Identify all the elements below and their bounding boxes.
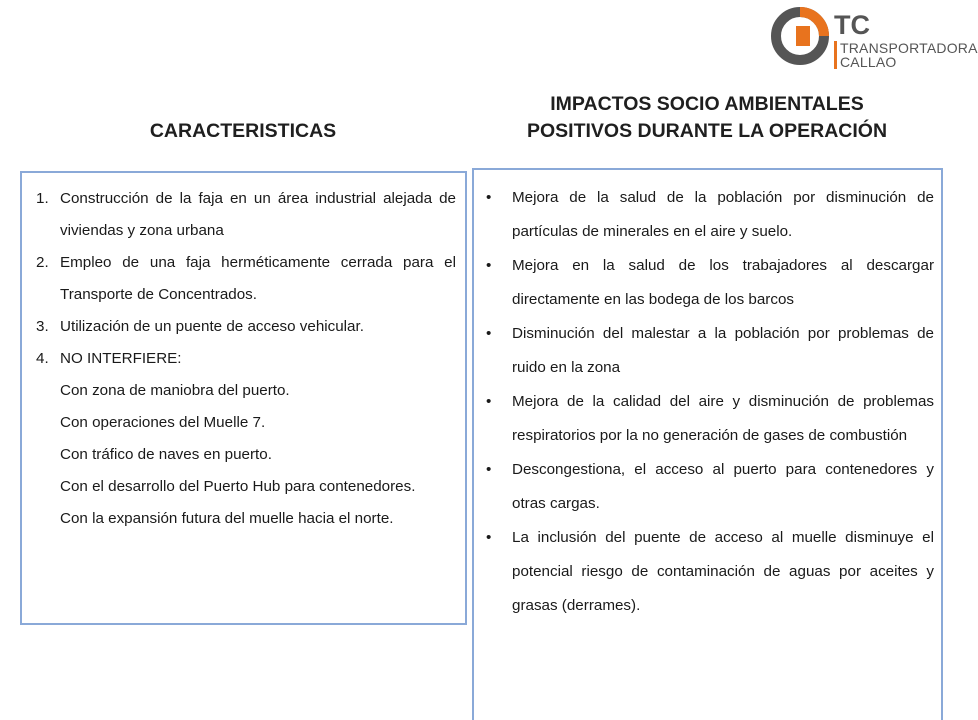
company-logo <box>768 4 978 70</box>
list-item <box>484 249 934 317</box>
sub-item: Con operaciones del Muelle 7. <box>60 414 266 431</box>
left-heading <box>20 118 466 145</box>
item-text: Utilización de un puente de acceso vehicular. <box>60 318 364 335</box>
right-heading-line2: POSITIVOS DURANTE LA OPERACIÓN <box>526 120 888 142</box>
bullet-icon: • <box>486 325 492 342</box>
list-item <box>484 453 934 521</box>
item-number: 4. <box>36 350 49 367</box>
item-text: Construcción de la faja en un área industrial alejada de viviendas y zona urbana <box>60 190 456 239</box>
right-heading <box>472 91 942 145</box>
sub-item: Con la expansión futura del muelle hacia el norte. <box>60 510 394 527</box>
logo-accent-bar <box>834 41 837 69</box>
bullet-icon: • <box>486 393 492 410</box>
list-item <box>484 181 934 249</box>
item-text: Mejora en la salud de los trabajadores al descargar directamente en las bodega de los barcos <box>512 257 934 308</box>
left-heading-text: CARACTERISTICAS <box>149 120 337 142</box>
item-number: 2. <box>36 254 49 271</box>
impacts-list <box>484 181 934 623</box>
sub-item: Con zona de maniobra del puerto. <box>60 382 290 399</box>
logo-line2: CALLAO <box>840 54 897 70</box>
list-item <box>36 311 456 343</box>
item-text: La inclusión del puente de acceso al muelle disminuye el potencial riesgo de contaminación de aguas por aceites y grasas (derrames). <box>512 529 934 614</box>
characteristics-panel <box>20 171 467 625</box>
item-number: 1. <box>36 190 49 207</box>
sub-item: Con el desarrollo del Puerto Hub para contenedores. <box>60 478 416 495</box>
item-number: 3. <box>36 318 49 335</box>
list-item <box>484 317 934 385</box>
item-text: Descongestiona, el acceso al puerto para contenedores y otras cargas. <box>512 461 934 512</box>
bullet-icon: • <box>486 257 492 274</box>
item-text: Mejora de la calidad del aire y disminución de problemas respiratorios por la no generación de gases de combustión <box>512 393 934 444</box>
list-item <box>36 183 456 247</box>
bullet-icon: • <box>486 461 492 478</box>
impacts-panel <box>472 168 943 720</box>
logo-line1: TRANSPORTADORA <box>840 40 978 56</box>
item-text: Empleo de una faja herméticamente cerrada para el Transporte de Concentrados. <box>60 254 456 303</box>
item-text: NO INTERFIERE: <box>60 350 182 367</box>
bullet-icon: • <box>486 189 492 206</box>
item-text: Mejora de la salud de la población por disminución de partículas de minerales en el aire y suelo. <box>512 189 934 240</box>
logo-mark-icon <box>768 4 832 68</box>
bullet-icon: • <box>486 529 492 546</box>
item-text: Disminución del malestar a la población por problemas de ruido en la zona <box>512 325 934 376</box>
list-item <box>36 343 456 375</box>
list-item <box>484 521 934 623</box>
list-item <box>36 247 456 311</box>
logo-tc-text: TC <box>834 10 870 40</box>
right-heading-line1: IMPACTOS SOCIO AMBIENTALES <box>550 93 864 115</box>
list-item <box>484 385 934 453</box>
characteristics-list <box>36 183 456 535</box>
sub-item: Con tráfico de naves en puerto. <box>60 446 272 463</box>
